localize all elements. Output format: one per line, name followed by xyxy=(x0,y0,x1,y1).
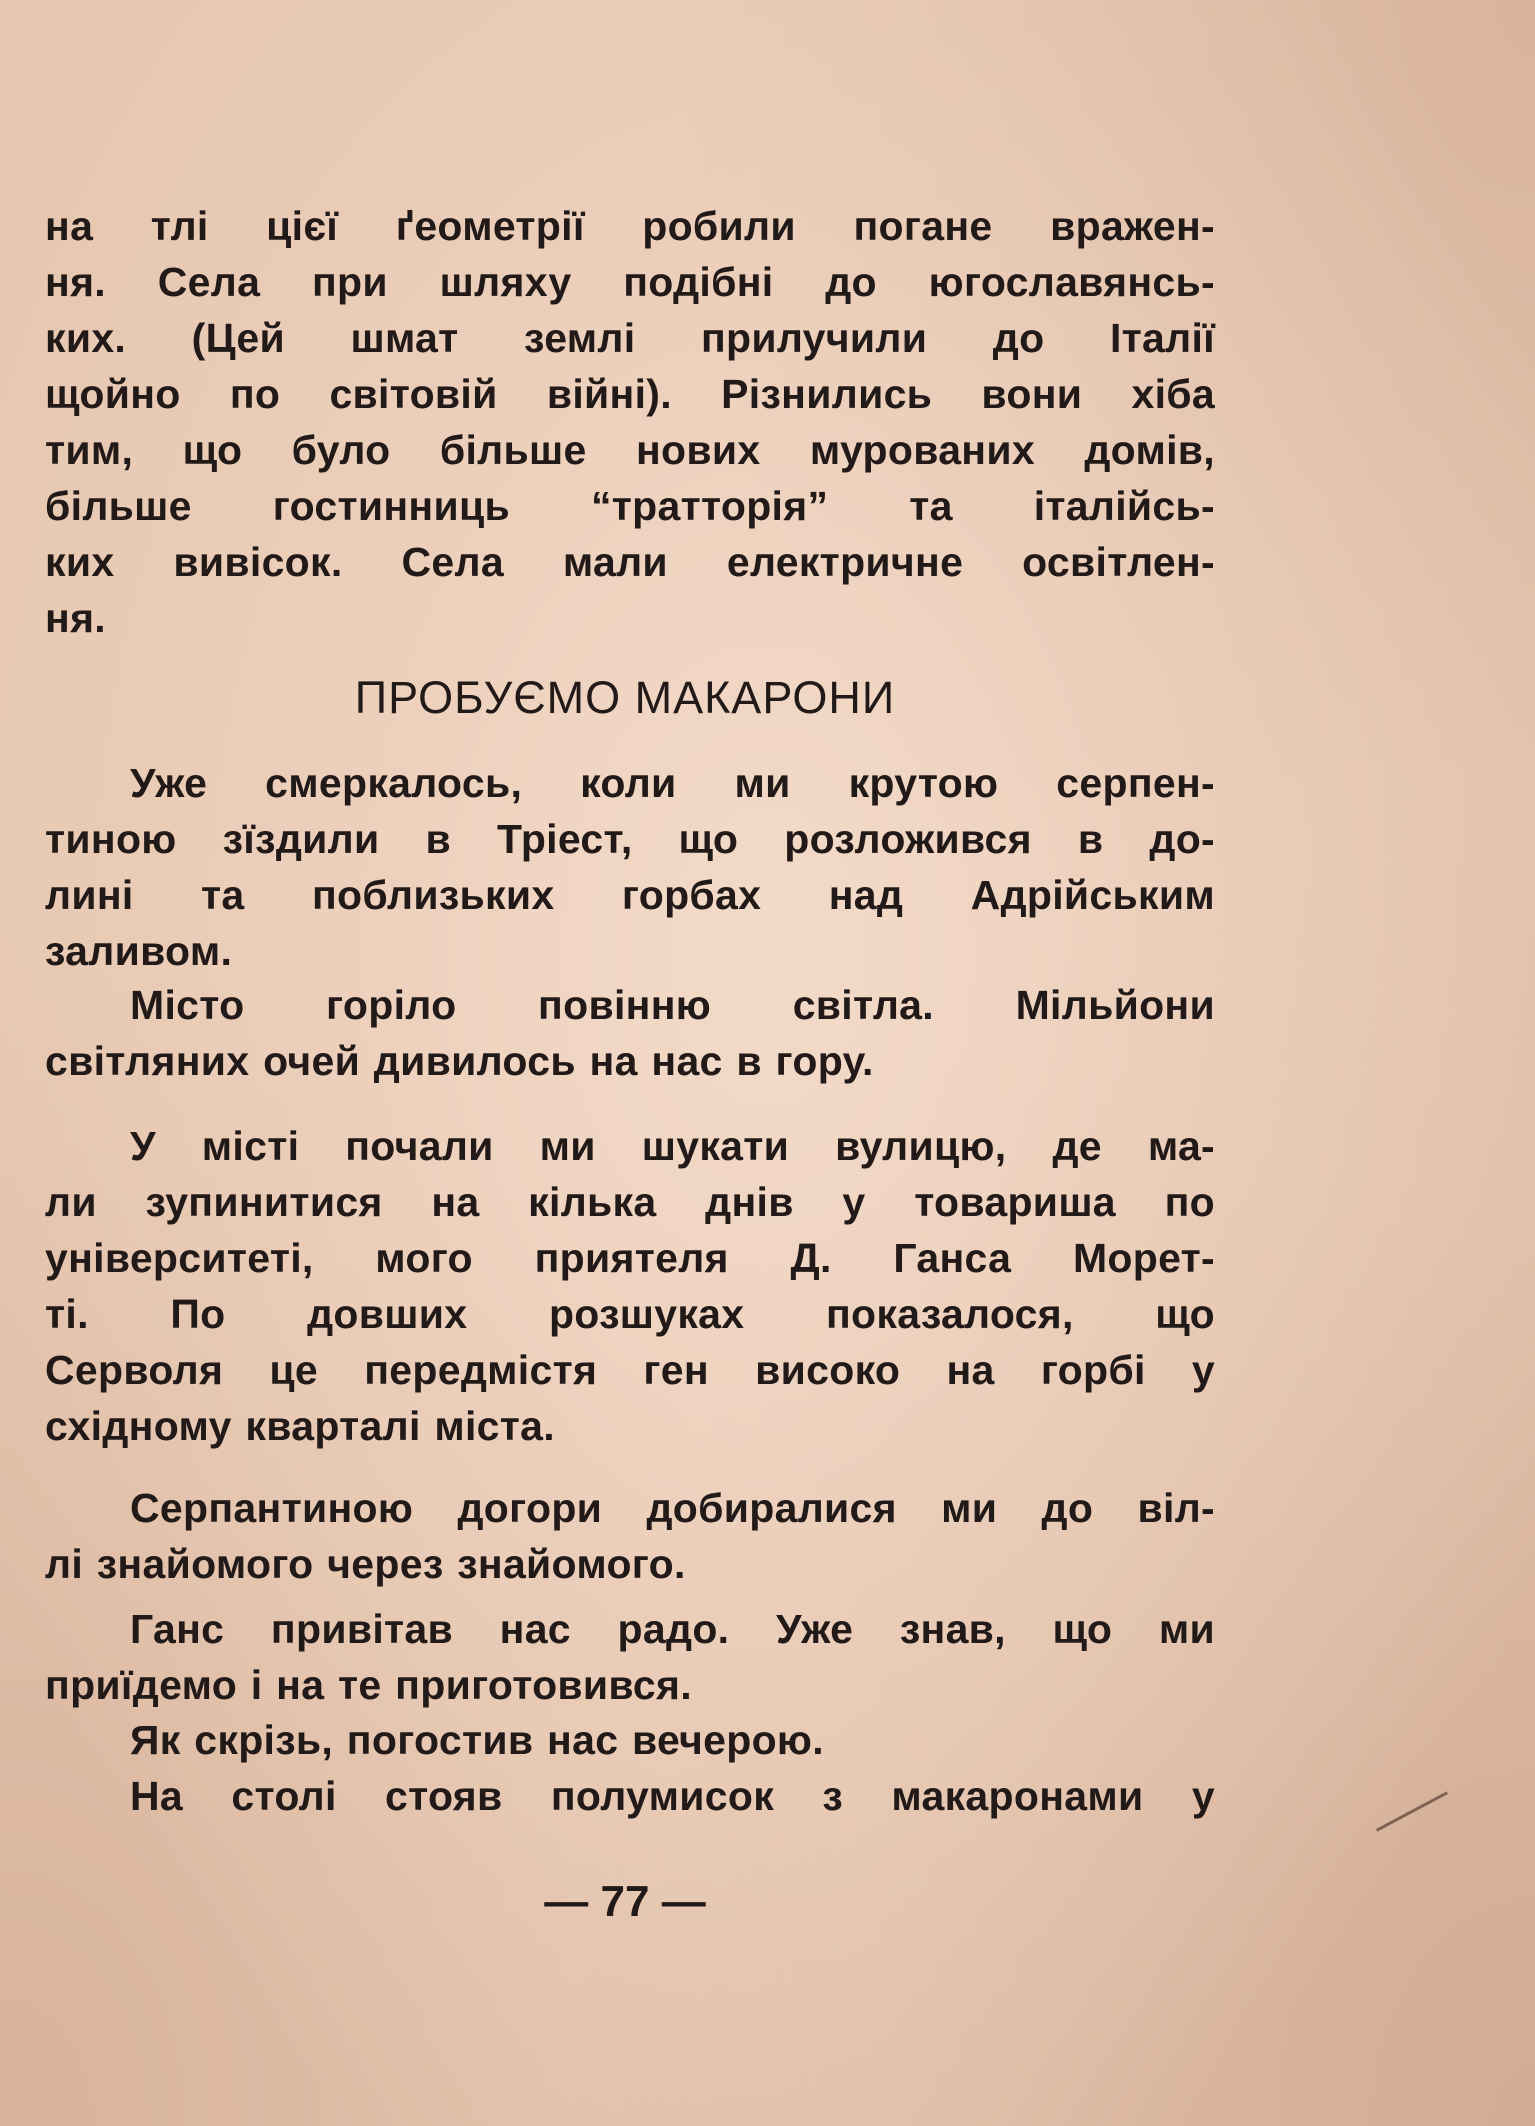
paragraph-villa xyxy=(45,1480,1215,1592)
paper-scratch-mark xyxy=(1376,1791,1448,1831)
text-line: щойно по світовій війні). Різнились вони хіба xyxy=(45,371,1215,417)
text-line: ня. Села при шляху подібні до югославянсь- xyxy=(45,259,1215,305)
paragraph-arrival xyxy=(45,755,1215,979)
text-line: Як скрізь, погостив нас вечерою. xyxy=(130,1717,824,1763)
page-number: — 77 — xyxy=(544,1877,706,1926)
text-line: На столі стояв полумисок з макаронами у xyxy=(130,1773,1215,1819)
paragraph-supper xyxy=(45,1712,1215,1768)
text-line: Серпантиною догори добиралися ми до віл- xyxy=(130,1485,1215,1531)
text-line: Серволя це передмістя ген високо на горбі у xyxy=(45,1347,1215,1393)
text-line: більше гостинниць “тратторія” та італійсь- xyxy=(45,483,1215,529)
text-line: ких. (Цей шмат землі прилучили до Італії xyxy=(45,315,1215,361)
text-line: У місті почали ми шукати вулицю, де ма- xyxy=(130,1123,1215,1169)
paragraph-top xyxy=(45,198,1215,646)
text-line: ли зупинитися на кілька днів у товариша по xyxy=(45,1179,1215,1225)
text-line: на тлі цієї ґеометрії робили погане вражен- xyxy=(45,203,1215,249)
text-line: східному кварталі міста. xyxy=(45,1403,555,1449)
text-line: лі знайомого через знайомого. xyxy=(45,1541,686,1587)
text-line: Ганс привітав нас радо. Уже знав, що ми xyxy=(130,1606,1215,1652)
text-line: ня. xyxy=(45,595,106,641)
text-line: Уже смеркалось, коли ми крутою серпен- xyxy=(130,760,1215,806)
text-line: заливом. xyxy=(45,928,233,974)
paragraph-city-lights xyxy=(45,977,1215,1089)
paragraph-search xyxy=(45,1118,1215,1454)
text-line: лині та поблизьких горбах над Адрійським xyxy=(45,872,1215,918)
section-heading: ПРОБУЄМО МАКАРОНИ xyxy=(354,672,896,723)
paragraph-table xyxy=(45,1768,1215,1824)
text-line: світляних очей дивилось на нас в гору. xyxy=(45,1038,874,1084)
text-line: ті. По довших розшуках показалося, що xyxy=(45,1291,1215,1337)
text-line: приїдемо і на те приготовився. xyxy=(45,1662,692,1708)
text-line: Місто горіло повінню світла. Мільйони xyxy=(130,982,1215,1028)
text-line: тим, що було більше нових мурованих домів, xyxy=(45,427,1215,473)
text-line: тиною зїздили в Тріест, що розложився в до- xyxy=(45,816,1215,862)
paragraph-greeting xyxy=(45,1601,1215,1713)
text-line: університеті, мого приятеля Д. Ганса Морет- xyxy=(45,1235,1215,1281)
text-line: ких вивісок. Села мали електричне освітлен- xyxy=(45,539,1215,585)
